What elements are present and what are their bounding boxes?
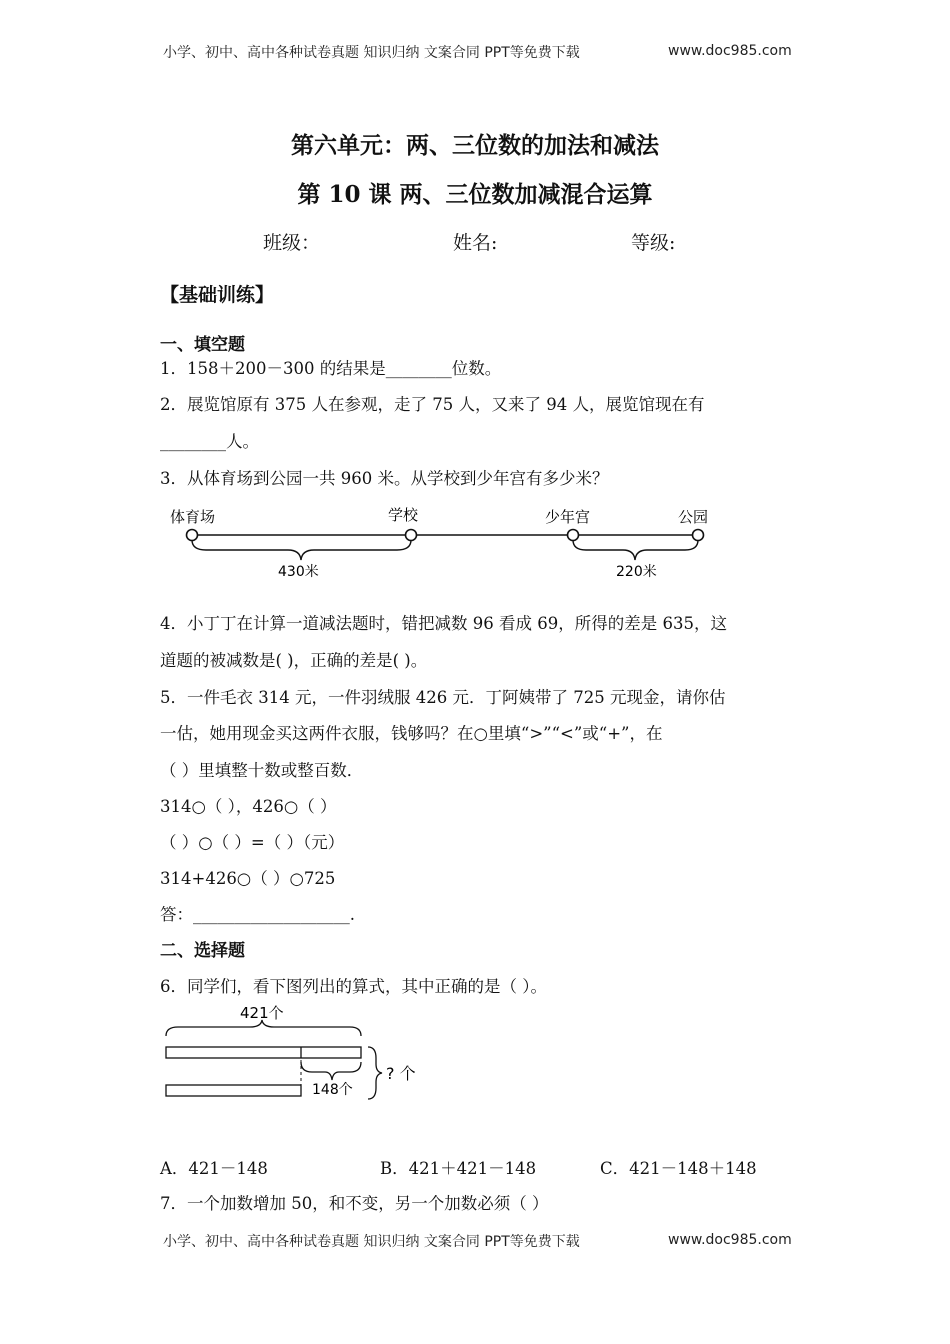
point-stadium — [187, 530, 198, 541]
q3-distance-diagram — [160, 500, 740, 585]
point-park — [693, 530, 704, 541]
unit-title: 第六单元：两、三位数的加法和减法 — [291, 132, 659, 159]
question-4-line1: 4．小丁丁在计算一道减法题时，错把减数 96 看成 69，所得的差是 635，这 — [160, 614, 727, 633]
part2-title: 二、选择题 — [160, 941, 245, 961]
section-basic-training: 【基础训练】 — [160, 284, 275, 306]
question-5-line6: 314+426○（ ）○725 — [160, 869, 336, 888]
label-park: 公园 — [678, 508, 709, 526]
question-5-line2: 一估，她用现金买这两件衣服，钱够吗？在○里填“>”“<”或“+”，在 — [160, 724, 663, 743]
question-5-line3: （ ）里填整十数或整百数． — [160, 761, 364, 780]
question-5-line4: 314○（ ），426○（ ） — [160, 797, 337, 816]
question-2-line1: 2．展览馆原有 375 人在参观，走了 75 人，又来了 94 人，展览馆现在有 — [160, 395, 705, 414]
class-label: 班级： — [263, 232, 321, 254]
distance-430: 430米 — [278, 564, 319, 580]
point-school — [406, 530, 417, 541]
brace-148 — [301, 1062, 361, 1080]
part1-title: 一、填空题 — [160, 335, 245, 355]
question-5-answer-line: 答：___________________. — [160, 905, 355, 924]
question-5-line5: （ ）○（ ）=（ ）（元） — [160, 833, 345, 852]
question-2-line2: ________人。 — [160, 432, 259, 451]
footer-text: 小学、初中、高中各种试卷真题 知识归纳 文案合同 PPT等免费下载 — [163, 1234, 580, 1250]
bar-top — [166, 1047, 361, 1058]
label-148: 148个 — [312, 1082, 353, 1098]
label-youth-palace: 少年宫 — [545, 508, 591, 526]
question-6: 6．同学们，看下图列出的算式，其中正确的是（ ）。 — [160, 977, 547, 996]
option-c[interactable]: C．421－148＋148 — [600, 1159, 757, 1178]
question-4-line2: 道题的被减数是( )，正确的差是( )。 — [160, 651, 428, 670]
lesson-title: 第 10 课 两、三位数加减混合运算 — [297, 181, 653, 208]
brace-top — [166, 1020, 361, 1036]
question-1: 1．158＋200－300 的结果是________位数。 — [160, 359, 502, 378]
header-text: 小学、初中、高中各种试卷真题 知识归纳 文案合同 PPT等免费下载 — [163, 45, 580, 61]
footer-site[interactable]: www.doc985.com — [668, 1232, 792, 1248]
question-5-line1: 5．一件毛衣 314 元，一件羽绒服 426 元．丁阿姨带了 725 元现金，请你估 — [160, 688, 726, 707]
label-stadium: 体育场 — [170, 508, 216, 526]
label-school: 学校 — [388, 506, 419, 524]
distance-220: 220米 — [616, 564, 657, 580]
label-421: 421个 — [240, 1004, 284, 1022]
option-b[interactable]: B．421＋421－148 — [380, 1159, 537, 1178]
header-site[interactable]: www.doc985.com — [668, 43, 792, 59]
q6-bar-diagram — [160, 1000, 430, 1110]
brace-220 — [573, 540, 698, 560]
point-youth-palace — [568, 530, 579, 541]
brace-430 — [192, 540, 411, 560]
question-3: 3．从体育场到公园一共 960 米。从学校到少年宫有多少米？ — [160, 469, 609, 488]
brace-right — [368, 1047, 382, 1099]
label-question: ? 个 — [386, 1064, 416, 1083]
name-label: 姓名: — [453, 232, 498, 254]
option-a[interactable]: A．421－148 — [160, 1159, 268, 1178]
grade-label: 等级: — [631, 232, 676, 254]
bar-bottom — [166, 1085, 301, 1096]
question-7: 7．一个加数增加 50，和不变，另一个加数必须（ ） — [160, 1194, 549, 1213]
